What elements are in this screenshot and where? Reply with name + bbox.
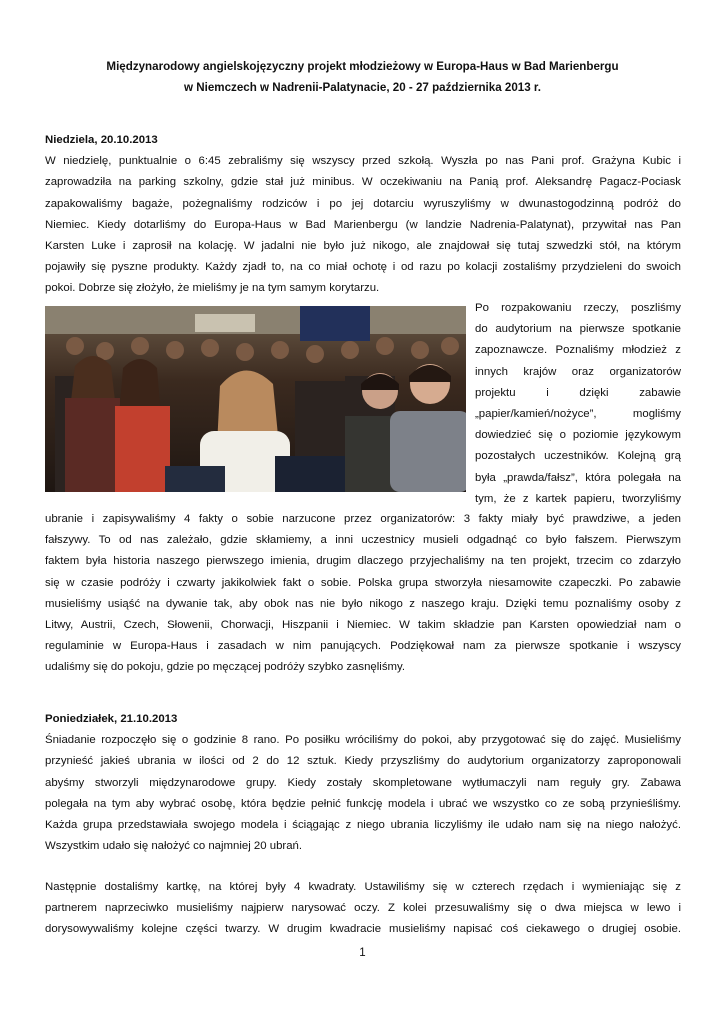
paragraph-line: ubranie i zapisywaliśmy 4 fakty o sobie narzucone przez organizatorów: 3 fakty miały być prawdziwe, a jeden (45, 513, 681, 525)
paragraph-line: pokoi. Dobrze się złożyło, że mieliśmy je na tym samym korytarzu. (45, 282, 380, 295)
monday-continued (45, 877, 681, 941)
paragraph-line: projektu i dzięki zabawie (475, 386, 681, 399)
paragraph-line: innych krajów oraz organizatorów (475, 365, 681, 378)
title-line-1: Międzynarodowy angielskojęzyczny projekt młodzieżowy w Europa-Haus w Bad Marienbergu (106, 60, 619, 73)
page-number: 1 (359, 947, 366, 959)
paragraph-line: zapakowaliśmy bagaże, pożegnaliśmy rodziców i po jej dotarciu wyruszyliśmy w dwunastogodzinną podróż do (45, 197, 681, 210)
paragraph-line: „papier/kamień/nożyce”, mogliśmy (475, 408, 681, 421)
paragraph-line: tym, że z kartek papieru, tworzyliśmy (475, 492, 681, 505)
paragraph-line: W niedzielę, punktualnie o 6:45 zebraliśmy się wszyscy przed szkołą. Wyszła po nas Pani prof. Grażyna Kubic i (45, 155, 681, 168)
paragraph-line: Po rozpakowaniu rzeczy, poszliśmy (475, 302, 681, 314)
paragraph-line: Każda grupa przedstawiała swojego modela i ściągając z niego ubrania liczyliśmy ile udało nam się na niego nałożyć. (45, 819, 681, 832)
monday-heading: Poniedziałek, 21.10.2013 (45, 713, 178, 725)
photo-illustration (45, 306, 466, 492)
paragraph-line: Śniadanie rozpoczęło się o godzinie 8 rano. Po posiłku wróciliśmy do pokoi, aby przygotować się do zajęć. Musieliśmy (45, 734, 681, 747)
paragraph-line: przynieść jakieś ubrania w ilości od 2 do 12 sztuk. Kiedy przyszliśmy do audytorium organizatorzy zaproponowali (45, 755, 681, 768)
paragraph-line: pojawiły się pyszne produkty. Każdy zjadł to, na co miał ochotę i od razu po kolacji zostaliśmy przydzieleni do swoich (45, 261, 681, 274)
paragraph-line: partnerem naprzeciwko musieliśmy najpierw narysować oczy. Z kolei przesuwaliśmy się o dwa miejsca w lewo i (45, 902, 681, 915)
paragraph-line: zapoznawcze. Poznaliśmy młodzież z (475, 344, 681, 357)
paragraph-line: polegała na tym aby wybrać osobę, która będzie pełnić funkcję modela i ubrać we wszystko co ze sobą przynieśliśmy. (45, 797, 681, 810)
paragraph-line: Niemiec. Kiedy dotarliśmy do Europa-Haus w Bad Marienbergu (w landzie Nadrenia-Palatynat), przywitał nas Pan (45, 218, 681, 231)
sunday-heading: Niedziela, 20.10.2013 (45, 134, 158, 146)
paragraph-line: zaprowadziła na parking szkolny, gdzie stał już minibus. W oczekiwaniu na Panią prof. Aleksandrę Pagacz-Pociask (45, 176, 681, 189)
paragraph-line: Wszystkim udało się nałożyć co najmniej 20 ubrań. (45, 840, 303, 853)
paragraph-line: była „prawda/fałsz”, która polegała na (475, 471, 681, 484)
paragraph-line: faktem była historia naszego pierwszego imienia, drugim dlaczego przyjechaliśmy na ten projekt, trzecim co zdarzyło (45, 555, 681, 568)
paragraph-line: dowiedzieć się o poziomie językowym (475, 429, 681, 442)
paragraph-line: Litwy, Austrii, Czech, Słowenii, Chorwacji, Hiszpanii i Niemiec. W takim składzie pan Karsten opowiedział nam o (45, 619, 681, 632)
document-title (40, 56, 685, 98)
monday-section (45, 709, 681, 857)
paragraph-line: regulaminie w Europa-Haus i zasadach w nim panujących. Podziękował nam za pierwsze spotkanie i wszyscy (45, 640, 681, 653)
paragraph-line: się w czasie podróży i czwarty jakikolwiek fakt o sobie. Polska grupa stworzyła niesamowite czapeczki. Po zabawie (45, 576, 681, 589)
sunday-section (45, 130, 681, 300)
paragraph-line: dorysowywaliśmy kolejne części twarzy. W drugim kwadracie musieliśmy napisać coś ciekawego o drugiej osobie. (45, 923, 681, 936)
paragraph-line: Następnie dostaliśmy kartkę, na której były 4 kwadraty. Ustawiliśmy się w czterech rzędach i wymieniając się z (45, 881, 681, 893)
photo-side-text (475, 298, 681, 510)
paragraph-line: do audytorium na pierwsze spotkanie (475, 323, 681, 336)
group-photo (45, 306, 466, 492)
paragraph-line: musieliśmy usiąść na dywanie tak, aby obok nas nie było nikogo z naszego kraju. Dzięki temu poznaliśmy osoby z (45, 597, 681, 610)
sunday-continued (45, 509, 681, 679)
paragraph-line: fałszywy. To od nas zależało, gdzie skłamiemy, a inni uczestnicy musieli odgadnąć co było fałszem. Pierwszym (45, 534, 681, 547)
paragraph-line: pozostałych uczestników. Kolejną grą (475, 450, 681, 463)
paragraph-line: Karsten Luke i zaprosił na kolację. W jadalni nie było już nikogo, ale znajdował się tutaj szwedzki stół, na którym (45, 240, 681, 253)
paragraph-line: abyśmy stworzyli międzynarodowe grupy. Kiedy zostały skompletowane wytłumaczyli nam reguły gry. Zabawa (45, 776, 681, 789)
title-line-2: w Niemczech w Nadrenii-Palatynacie, 20 - 27 października 2013 r. (184, 81, 541, 94)
paragraph-line: udaliśmy się do pokoju, gdzie po męczącej podróży szybko zasnęliśmy. (45, 661, 406, 674)
